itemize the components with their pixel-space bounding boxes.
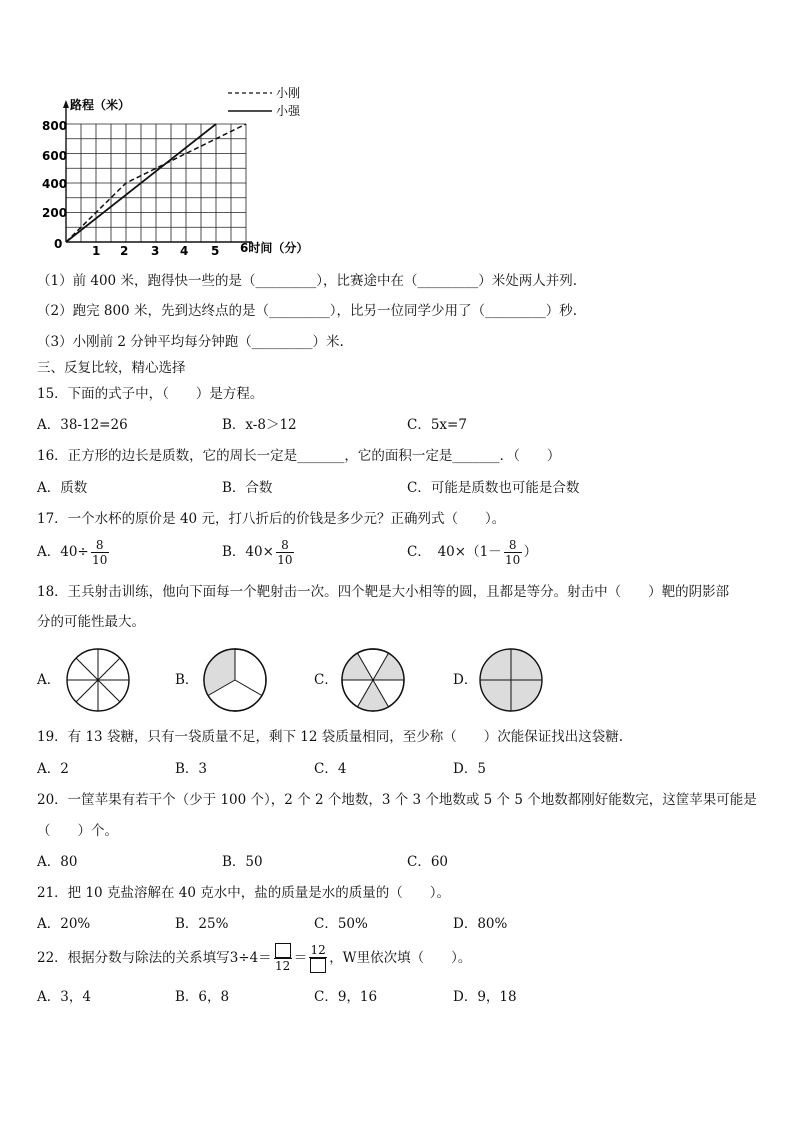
target-a xyxy=(65,647,131,713)
fraction-numerator: 8 xyxy=(508,538,517,552)
x-tick-5: 5 xyxy=(211,244,220,258)
graph-question-3: （3）小刚前 2 分钟平均每分钟跑（_________）米. xyxy=(37,334,344,350)
q17-c-suffix: ） xyxy=(523,544,538,560)
q17-option-c xyxy=(407,538,537,567)
grid xyxy=(66,124,246,242)
y-tick-200: 200 xyxy=(42,206,68,220)
question-22 xyxy=(37,943,471,973)
q22-denominator: 12 xyxy=(275,959,291,973)
q15-option-a: A．38-12=26 xyxy=(37,417,128,433)
q15-option-b: B．x-8＞12 xyxy=(222,417,297,433)
y-tick-600: 600 xyxy=(42,149,68,163)
q22-option-b: B．6，8 xyxy=(175,989,230,1005)
question-18-line-2: 分的可能性最大。 xyxy=(37,614,145,630)
q18-label-b: B． xyxy=(175,672,199,688)
q17-option-a xyxy=(37,538,111,567)
origin-label: 0 xyxy=(54,237,63,251)
target-d xyxy=(478,647,544,713)
q22-prefix: 22．根据分数与除法的关系填写 xyxy=(37,950,230,966)
q19-option-b: B．3 xyxy=(175,761,208,777)
section-heading: 三、反复比较，精心选择 xyxy=(37,360,186,376)
blank-box xyxy=(275,943,291,958)
q22-option-d: D．9，18 xyxy=(453,989,517,1005)
q19-option-d: D．5 xyxy=(453,761,486,777)
q17-c-prefix: C． 40×（1－ xyxy=(407,544,502,560)
q15-option-c: C．5x=7 xyxy=(407,417,467,433)
q22-option-c: C．9，16 xyxy=(314,989,378,1005)
question-20-line-2: （ ）个。 xyxy=(37,823,118,839)
x-tick-2: 2 xyxy=(120,244,129,258)
q17-option-b xyxy=(222,538,296,567)
q21-option-c: C．50% xyxy=(314,916,368,932)
q17-a-prefix: A．40÷ xyxy=(37,544,89,560)
fraction-numerator: 8 xyxy=(95,538,104,552)
x-tick-3: 3 xyxy=(151,244,160,258)
q22-fraction-1 xyxy=(274,943,292,973)
q17-b-prefix: B．40× xyxy=(222,544,274,560)
q22-equals: ＝ xyxy=(293,950,308,966)
q18-label-d: D． xyxy=(453,672,478,688)
fraction-denominator: 10 xyxy=(277,553,293,567)
q19-option-a: A．2 xyxy=(37,761,69,777)
x-axis-label: 6时间（分） xyxy=(240,241,309,255)
q22-option-a: A．3，4 xyxy=(37,989,91,1005)
y-tick-800: 800 xyxy=(42,119,68,133)
y-tick-400: 400 xyxy=(42,177,68,191)
q21-option-b: B．25% xyxy=(175,916,229,932)
q20-option-a: A．80 xyxy=(37,854,78,870)
q16-option-c: C．可能是质数也可能是合数 xyxy=(407,480,580,496)
q22-fraction-2 xyxy=(309,943,327,973)
q17-a-fraction xyxy=(91,538,109,567)
q17-b-fraction xyxy=(276,538,294,567)
target-b xyxy=(202,647,268,713)
q21-option-a: A．20% xyxy=(37,916,91,932)
q22-expression: 3÷4＝ xyxy=(229,950,272,966)
legend-xiaogang: 小刚 xyxy=(276,86,301,100)
question-16: 16．正方形的边长是质数，它的周长一定是_______，它的面积一定是_______．（ ） xyxy=(37,448,561,464)
q17-c-fraction xyxy=(504,538,522,567)
q18-label-a: A． xyxy=(37,672,61,688)
q16-option-b: B．合数 xyxy=(222,480,273,496)
q22-numerator: 12 xyxy=(310,943,326,957)
y-axis-label: 路程（米） xyxy=(70,98,131,112)
q16-option-a: A．质数 xyxy=(37,480,88,496)
question-15: 15．下面的式子中，（ ）是方程。 xyxy=(37,386,264,402)
q22-suffix: ，W里依次填（ ）。 xyxy=(329,950,472,966)
graph-question-1: （1）前 400 米，跑得快一些的是（_________），比赛途中在（_________）米处两人并列. xyxy=(37,273,577,289)
fraction-denominator: 10 xyxy=(92,553,108,567)
q18-label-c: C． xyxy=(314,672,338,688)
question-18-line-1: 18．王兵射击训练，他向下面每一个靶射击一次。四个靶是大小相等的圆，且都是等分。射击中（ ）靶的阴影部 xyxy=(37,584,730,600)
x-tick-1: 1 xyxy=(92,244,101,258)
distance-time-graph xyxy=(30,78,330,262)
question-17: 17．一个水杯的原价是 40 元，打八折后的价钱是多少元？正确列式（ ）。 xyxy=(37,511,506,527)
question-21: 21．把 10 克盐溶解在 40 克水中，盐的质量是水的质量的（ ）。 xyxy=(37,885,450,901)
graph-question-2: （2）跑完 800 米，先到达终点的是（_________），比另一位同学少用了（_________）秒. xyxy=(37,303,577,319)
q19-option-c: C．4 xyxy=(314,761,347,777)
question-19: 19．有 13 袋糖，只有一袋质量不足，剩下 12 袋质量相同，至少称（ ）次能保证找出这袋糖. xyxy=(37,729,623,745)
blank-box xyxy=(310,958,326,973)
q21-option-d: D．80% xyxy=(453,916,508,932)
question-20-line-1: 20．一筐苹果有若干个（少于 100 个），2 个 2 个地数，3 个 3 个地数或 5 个 5 个地数都刚好能数完，这筐苹果可能是 xyxy=(37,792,757,808)
fraction-numerator: 8 xyxy=(281,538,289,552)
target-c xyxy=(340,647,406,713)
q20-option-b: B．50 xyxy=(222,854,263,870)
legend-xiaoqiang: 小强 xyxy=(276,104,301,118)
fraction-denominator: 10 xyxy=(505,553,521,567)
q20-option-c: C．60 xyxy=(407,854,449,870)
x-tick-4: 4 xyxy=(180,244,189,258)
